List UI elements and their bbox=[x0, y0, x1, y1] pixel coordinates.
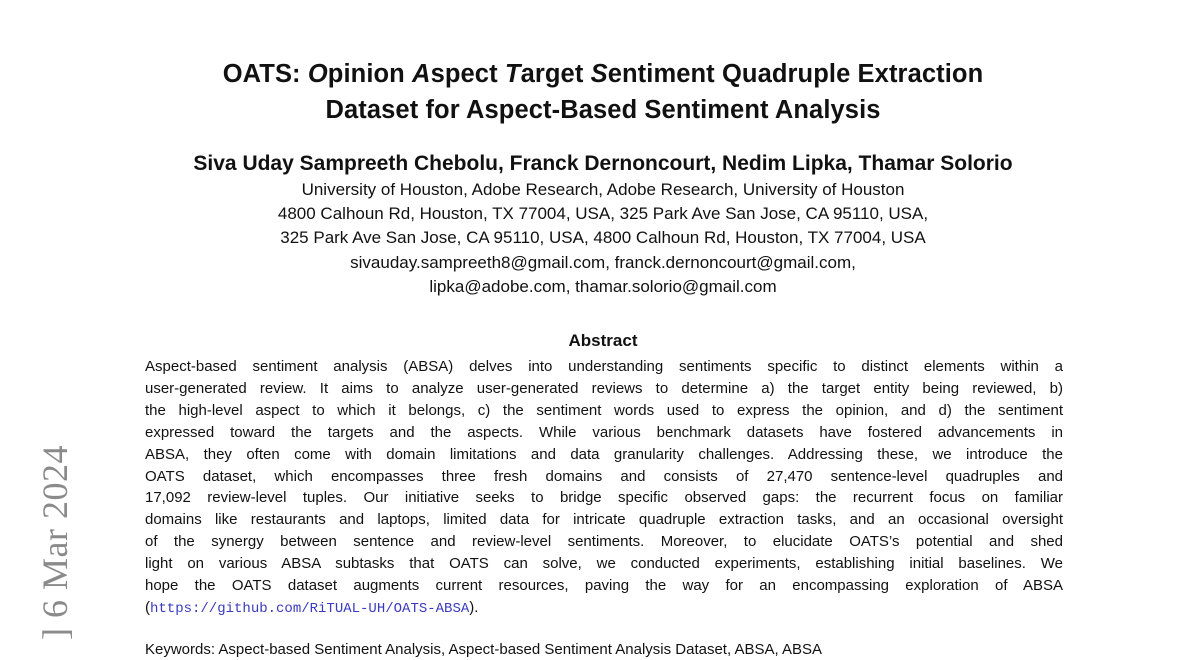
author-list: Siva Uday Sampreeth Chebolu, Franck Dernoncourt, Nedim Lipka, Thamar Solorio bbox=[193, 152, 1013, 175]
affiliations bbox=[100, 178, 1106, 299]
abstract-body bbox=[145, 356, 1063, 621]
abstract-line: of the synergy between sentence and review-level sentiments. Moreover, to elucidate OATS’s potential and shed bbox=[145, 533, 1063, 551]
title-italic-s: S bbox=[590, 60, 608, 88]
abstract-heading: Abstract bbox=[568, 331, 638, 350]
abstract-line: 17,092 review-level tuples. Our initiative seeks to bridge specific observed gaps: the recurrent focus on familiar bbox=[145, 489, 1063, 507]
title-word-opinion: pinion bbox=[327, 60, 413, 88]
title-word-sentiment-rest: entiment Quadruple Extraction bbox=[607, 60, 984, 88]
title-prefix: OATS: bbox=[222, 60, 308, 88]
abstract-line: Aspect-based sentiment analysis (ABSA) delves into understanding sentiments specific to distinct elements within a bbox=[145, 358, 1063, 375]
email-line: sivauday.sampreeth8@gmail.com, franck.dernoncourt@gmail.com, bbox=[350, 252, 856, 272]
arxiv-sidebar-stamp: ] 6 Mar 2024 bbox=[35, 445, 75, 640]
affiliation-line: 4800 Calhoun Rd, Houston, TX 77004, USA, 325 Park Ave San Jose, CA 95110, USA, bbox=[277, 204, 929, 224]
abstract-line: ABSA, they often come with domain limitations and data granularity challenges. Addressing these, we introduce the bbox=[145, 445, 1063, 463]
title-line-2: Dataset for Aspect-Based Sentiment Analysis bbox=[325, 96, 881, 124]
abstract-line: expressed toward the targets and the aspects. While various benchmark datasets have fostered advancements in bbox=[145, 423, 1063, 441]
title-word-target: arget bbox=[520, 60, 591, 88]
abstract-line: user-generated review. It aims to analyze user-generated reviews to determine a) the target entity being reviewed, b) bbox=[145, 379, 1063, 397]
github-link[interactable]: https://github.com/RiTUAL-UH/OATS-ABSA bbox=[150, 600, 470, 617]
abstract-line: domains like restaurants and laptops, limited data for intricate quadruple extraction tasks, and an occasional oversight bbox=[145, 511, 1063, 529]
abstract-line: light on various ABSA subtasks that OATS can solve, we conducted experiments, establishing initial baselines. We bbox=[145, 555, 1063, 573]
title-word-aspect: spect bbox=[430, 60, 505, 88]
abstract-line: the high-level aspect to which it belongs, c) the sentiment words used to express the opinion, and d) the sentiment bbox=[145, 401, 1063, 419]
paper-title bbox=[100, 56, 1106, 128]
title-line-1 bbox=[100, 56, 1106, 92]
title-italic-t: T bbox=[504, 60, 521, 88]
keywords-line-cut-off: Keywords: Aspect-based Sentiment Analysis, Aspect-based Sentiment Analysis Dataset, ABSA, ABSA bbox=[145, 641, 823, 658]
affiliation-line: 325 Park Ave San Jose, CA 95110, USA, 4800 Calhoun Rd, Houston, TX 77004, USA bbox=[280, 228, 926, 248]
affiliation-line: University of Houston, Adobe Research, Adobe Research, University of Houston bbox=[301, 180, 905, 199]
abstract-line: hope the OATS dataset augments current resources, paving the way for an encompassing exploration of ABSA bbox=[145, 577, 1063, 595]
title-italic-o: O bbox=[307, 60, 328, 88]
link-close-paren: ). bbox=[469, 598, 479, 616]
abstract-link-line bbox=[145, 597, 1063, 621]
title-italic-a: A bbox=[412, 60, 431, 88]
abstract-line: OATS dataset, which encompasses three fresh domains and consists of 27,470 sentence-level quadruples and bbox=[145, 467, 1063, 485]
link-open-paren: ( bbox=[145, 598, 150, 616]
email-line: lipka@adobe.com, thamar.solorio@gmail.com bbox=[429, 276, 777, 296]
